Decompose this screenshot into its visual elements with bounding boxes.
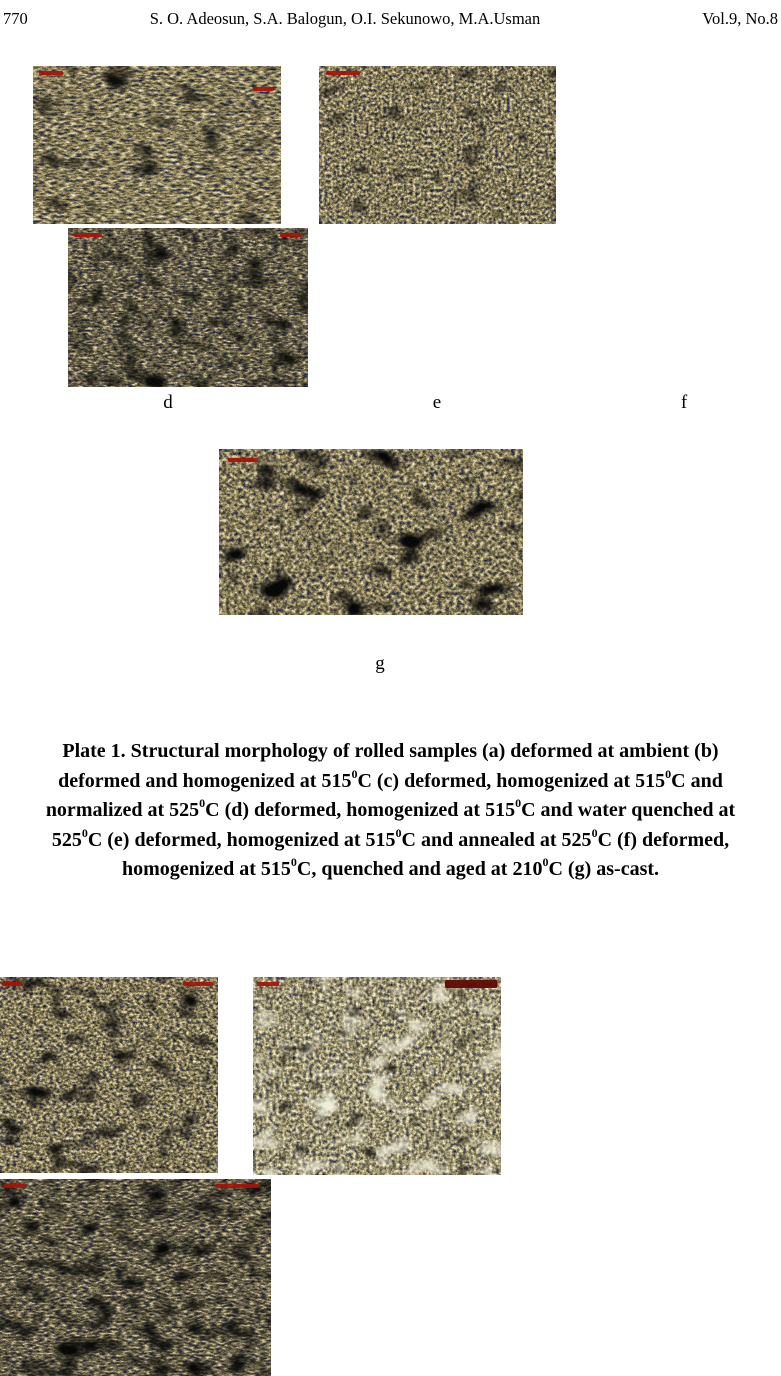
figure-label-f: f bbox=[680, 392, 688, 413]
micrograph-texture bbox=[68, 228, 308, 387]
micrograph-top-right bbox=[319, 66, 556, 224]
micrograph-bottom-lower bbox=[0, 1179, 271, 1376]
micrograph-bottom-left bbox=[0, 977, 218, 1173]
micrograph-top-left bbox=[33, 66, 281, 224]
scale-mark-icon bbox=[257, 982, 279, 986]
micrograph-texture bbox=[33, 66, 281, 224]
scale-mark-icon bbox=[253, 87, 273, 91]
scale-mark-icon bbox=[183, 982, 213, 986]
page-header bbox=[3, 9, 778, 29]
micrograph-middle-left bbox=[68, 228, 308, 387]
page-number: 770 bbox=[3, 9, 28, 28]
volume-issue: Vol.9, No.8 bbox=[702, 9, 778, 28]
caption-line: deformed and homogenized at $515^0C$ (c) deformed, homogenized at $515^0C$ and bbox=[58, 766, 723, 792]
scale-mark-icon bbox=[74, 233, 102, 237]
caption-line: $525^0C$ (e) deformed, homogenized at $515^0C$ and annealed at $525^0C$ (f) deformed, bbox=[51, 825, 730, 851]
scale-mark-icon bbox=[4, 1184, 26, 1188]
scale-mark-icon bbox=[2, 982, 22, 986]
figure-label-g: g bbox=[375, 653, 385, 674]
scale-mark-icon bbox=[39, 71, 63, 75]
scale-mark-icon bbox=[280, 233, 302, 237]
running-authors: S. O. Adeosun, S.A. Balogun, O.I. Sekunowo, M.A.Usman bbox=[149, 9, 541, 28]
caption-line: Plate 1. Structural morphology of rolled samples (a) deformed at ambient (b) bbox=[62, 740, 719, 762]
micrograph-g bbox=[219, 449, 523, 615]
plate-caption bbox=[8, 737, 773, 885]
micrograph-texture bbox=[219, 449, 523, 615]
scale-mark-icon bbox=[326, 71, 360, 75]
scale-mark-icon bbox=[228, 458, 258, 462]
figure-label-d: d bbox=[163, 392, 173, 413]
caption-line: homogenized at $515^0C$, quenched and aged at $210^0C$ (g) as-cast. bbox=[121, 855, 660, 880]
scale-mark-icon bbox=[215, 1184, 259, 1188]
micrograph-texture bbox=[319, 66, 556, 224]
scale-mark-icon bbox=[445, 980, 497, 988]
micrograph-bottom-right bbox=[253, 977, 501, 1175]
caption-line: normalized at $525^0C$ (d) deformed, homogenized at $515^0C$ and water quenched at bbox=[45, 796, 736, 821]
figure-label-e: e bbox=[432, 392, 442, 413]
micrograph-texture bbox=[0, 977, 218, 1173]
micrograph-texture bbox=[253, 977, 501, 1175]
micrograph-texture bbox=[0, 1179, 271, 1376]
